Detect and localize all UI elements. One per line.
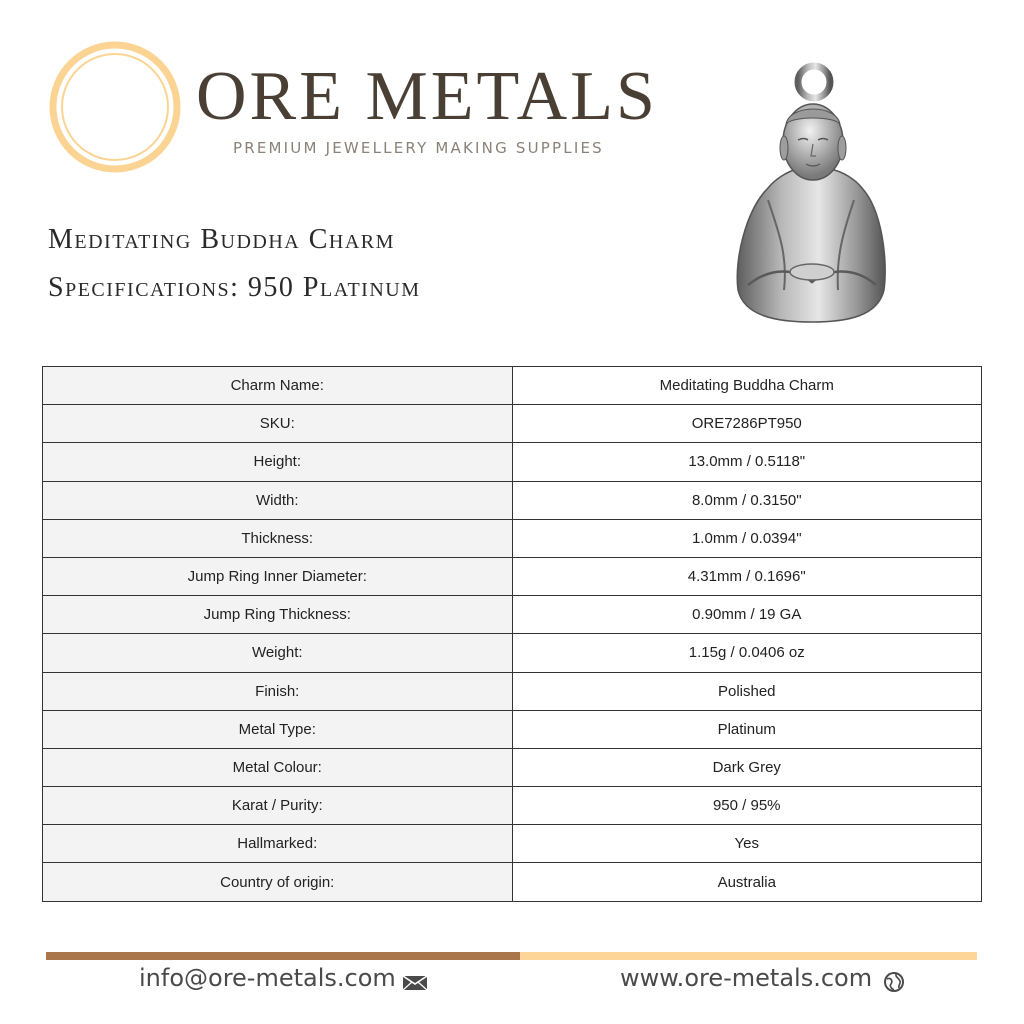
spec-label: Finish: — [43, 672, 513, 710]
footer-bar-right — [520, 952, 977, 960]
spec-label: Height: — [43, 443, 513, 481]
table-row — [43, 519, 982, 557]
spec-label: Jump Ring Thickness: — [43, 596, 513, 634]
spec-value: Dark Grey — [512, 748, 982, 786]
table-row — [43, 481, 982, 519]
specs-title: Specifications: 950 Platinum — [48, 272, 421, 303]
table-row — [43, 825, 982, 863]
spec-value: Polished — [512, 672, 982, 710]
table-row — [43, 634, 982, 672]
specifications-table — [42, 366, 982, 902]
mail-icon — [402, 975, 428, 991]
spec-label: Country of origin: — [43, 863, 513, 901]
spec-label: Width: — [43, 481, 513, 519]
spec-value: ORE7286PT950 — [512, 405, 982, 443]
spec-value: 1.0mm / 0.0394" — [512, 519, 982, 557]
spec-label: Charm Name: — [43, 367, 513, 405]
table-row — [43, 557, 982, 595]
buddha-charm-image — [728, 60, 892, 326]
globe-icon — [883, 971, 905, 993]
spec-value: 0.90mm / 19 GA — [512, 596, 982, 634]
spec-value: 4.31mm / 0.1696" — [512, 557, 982, 595]
table-row — [43, 710, 982, 748]
table-row — [43, 443, 982, 481]
table-row — [43, 596, 982, 634]
logo-ring-icon — [48, 40, 182, 174]
table-row — [43, 748, 982, 786]
table-row — [43, 405, 982, 443]
spec-label: Weight: — [43, 634, 513, 672]
spec-label: Jump Ring Inner Diameter: — [43, 557, 513, 595]
product-title: Meditating Buddha Charm — [48, 224, 395, 255]
spec-value: 1.15g / 0.0406 oz — [512, 634, 982, 672]
spec-label: Hallmarked: — [43, 825, 513, 863]
spec-label: SKU: — [43, 405, 513, 443]
spec-value: Australia — [512, 863, 982, 901]
table-row — [43, 863, 982, 901]
spec-value: 950 / 95% — [512, 787, 982, 825]
spec-label: Metal Type: — [43, 710, 513, 748]
brand-tagline: PREMIUM JEWELLERY MAKING SUPPLIES — [233, 139, 604, 157]
footer-bar-left — [46, 952, 520, 960]
spec-value: 8.0mm / 0.3150" — [512, 481, 982, 519]
table-row — [43, 787, 982, 825]
spec-value: Yes — [512, 825, 982, 863]
spec-label: Thickness: — [43, 519, 513, 557]
spec-label: Karat / Purity: — [43, 787, 513, 825]
brand-name: ORE METALS — [196, 58, 658, 135]
spec-label: Metal Colour: — [43, 748, 513, 786]
spec-value: Platinum — [512, 710, 982, 748]
website-link[interactable]: www.ore-metals.com — [620, 964, 873, 992]
email-link[interactable]: info@ore-metals.com — [139, 964, 396, 992]
spec-value: Meditating Buddha Charm — [512, 367, 982, 405]
spec-value: 13.0mm / 0.5118" — [512, 443, 982, 481]
table-row — [43, 672, 982, 710]
table-row — [43, 367, 982, 405]
